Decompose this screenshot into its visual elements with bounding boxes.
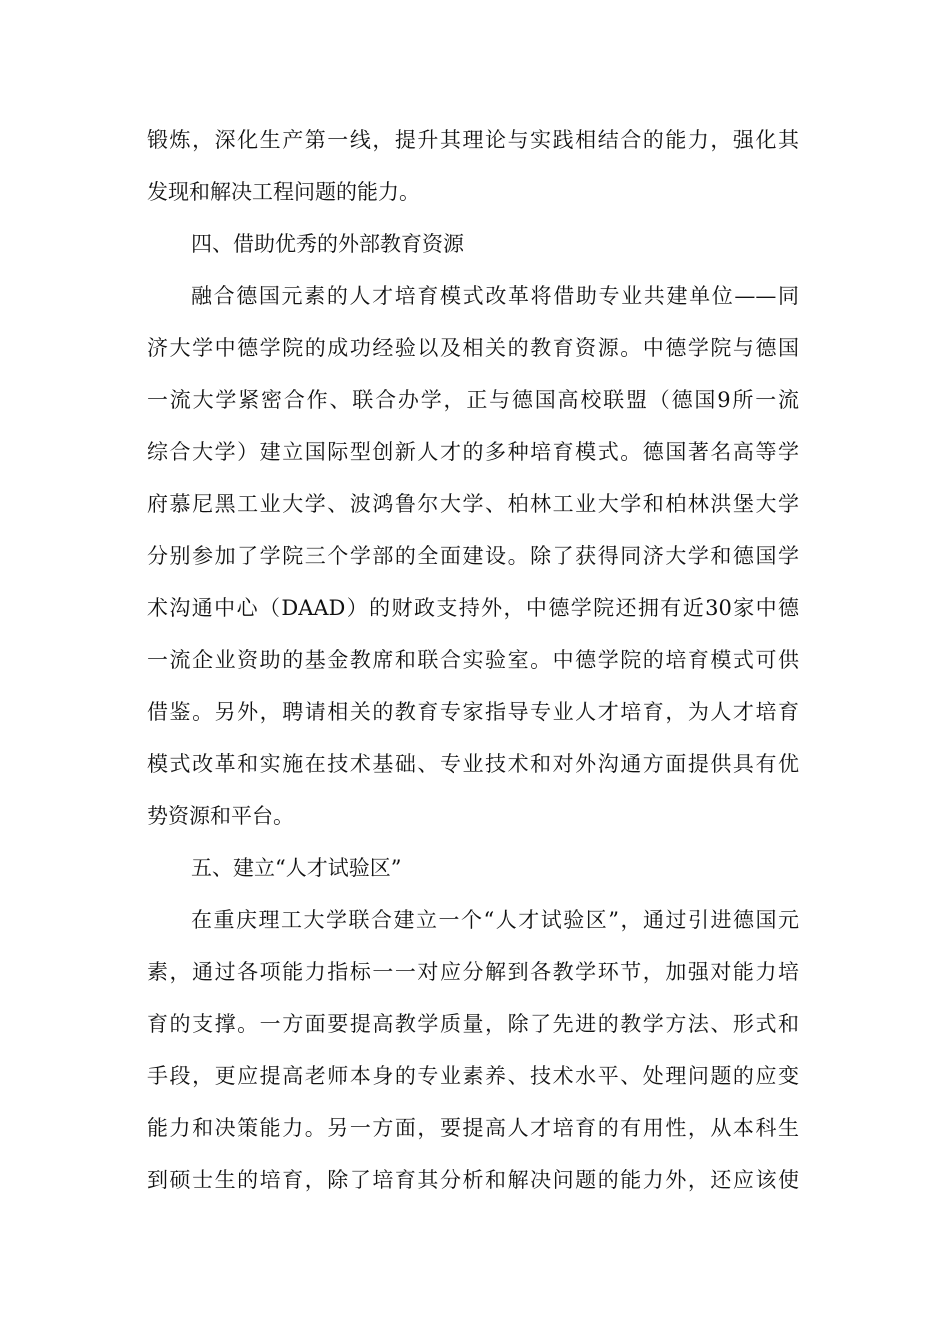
document-body [147,114,799,1206]
paragraph-line: 锻炼，深化生产第一线，提升其理论与实践相结合的能力，强化其 [147,128,799,152]
paragraph-line: 到硕士生的培育，除了培育其分析和解决问题的能力外，还应该使 [147,1168,799,1192]
paragraph-line: 在重庆理工大学联合建立一个“人才试验区”，通过引进德国元 [191,908,799,932]
paragraph-line: 分别参加了学院三个学部的全面建设。除了获得同济大学和德国学 [147,544,799,568]
section-heading: 五、建立“人才试验区” [191,856,402,880]
paragraph-line: 发现和解决工程问题的能力。 [147,180,420,204]
paragraph-line: 府慕尼黑工业大学、波鸿鲁尔大学、柏林工业大学和柏林洪堡大学 [147,492,799,516]
paragraph-line: 融合德国元素的人才培育模式改革将借助专业共建单位——同 [191,284,799,308]
paragraph-line: 术沟通中心（DAAD）的财政支持外，中德学院还拥有近30家中德 [147,596,799,620]
paragraph-line: 一流企业资助的基金教席和联合实验室。中德学院的培育模式可供 [147,648,799,672]
paragraph-line: 育的支撑。一方面要提高教学质量，除了先进的教学方法、形式和 [147,1012,799,1036]
paragraph-line: 一流大学紧密合作、联合办学，正与德国高校联盟（德国9所一流 [147,388,799,412]
paragraph-line: 手段，更应提高老师本身的专业素养、技术水平、处理问题的应变 [147,1064,799,1088]
paragraph-line: 借鉴。另外，聘请相关的教育专家指导专业人才培育，为人才培育 [147,700,799,724]
paragraph-line: 能力和决策能力。另一方面，要提高人才培育的有用性，从本科生 [147,1116,799,1140]
section-heading: 四、借助优秀的外部教育资源 [191,232,464,256]
paragraph-line: 素，通过各项能力指标一一对应分解到各教学环节，加强对能力培 [147,960,799,984]
paragraph-line: 综合大学）建立国际型创新人才的多种培育模式。德国著名高等学 [147,440,799,464]
paragraph-line: 济大学中德学院的成功经验以及相关的教育资源。中德学院与德国 [147,336,799,360]
paragraph-line: 势资源和平台。 [147,804,294,828]
paragraph-line: 模式改革和实施在技术基础、专业技术和对外沟通方面提供具有优 [147,752,799,776]
